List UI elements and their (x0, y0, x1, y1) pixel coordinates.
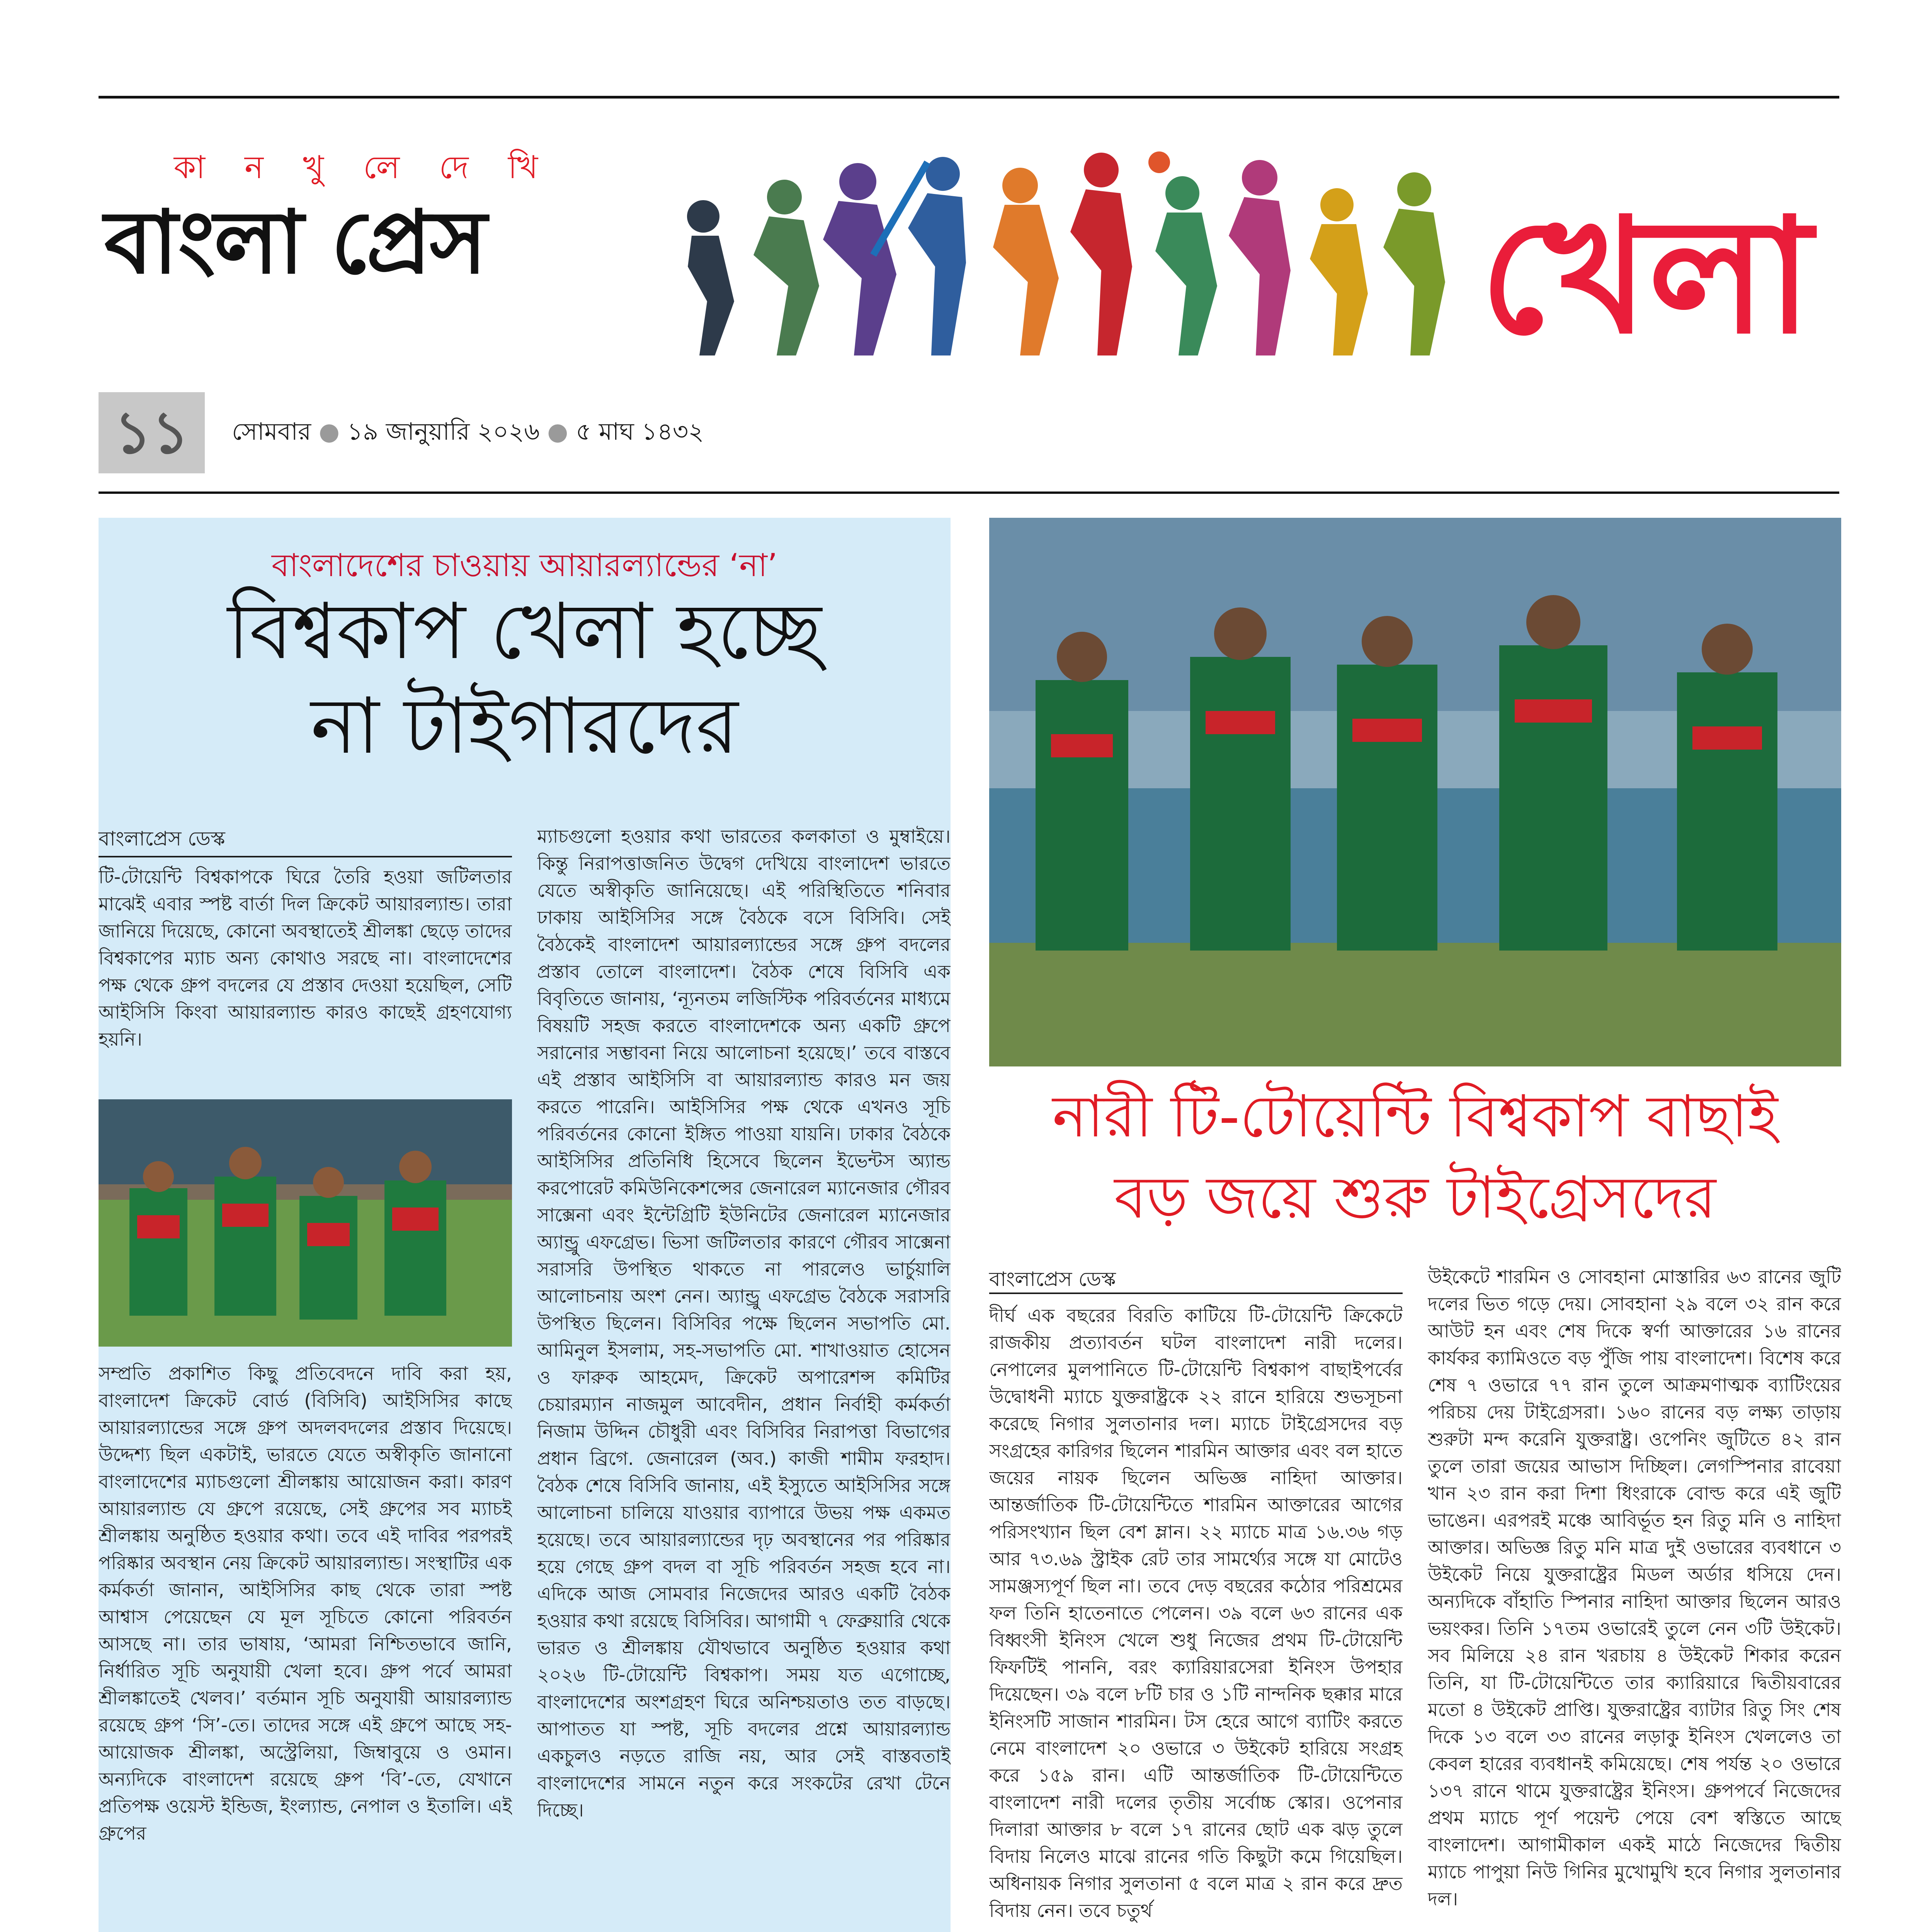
page-number: ১১ (99, 392, 205, 473)
weekday: সোমবার (232, 417, 311, 446)
separator-dot-icon: ● (318, 417, 347, 446)
story1-headline-line2: না টাইগারদের (311, 681, 738, 771)
story1-column1-top: টি-টোয়েন্টি বিশ্বকাপকে ঘিরে তৈরি হওয়া জটিলতার মাঝেই এবার স্পষ্ট বার্তা দিল ক্রিকেট আয়ারল্যান্ড। তারা জানিয়ে দিয়েছে, কোনো অবস্থাতেই শ্রীলঙ্কা ছেড়ে তাদের বিশ্বকাপের ম্যাচ অন্য কোথাও সরছে না। বাংলাদেশের পক্ষ থেকে গ্রুপ বদলের যে প্রস্তাব দেওয়া হয়েছিল, সেটি আইসিসি কিংবা আয়ারল্যান্ড কারও কাছেই গ্রহণযোগ্য হয়নি। (99, 866, 512, 1050)
dateline (232, 413, 704, 453)
sports-silhouettes-banner (657, 139, 1488, 371)
masthead-top-rule (99, 96, 1839, 99)
date-gregorian: ১৯ জানুয়ারি ২০২৬ (347, 417, 540, 446)
story1-byline: বাংলাপ্রেস ডেস্ক (99, 827, 225, 850)
story1-kicker: বাংলাদেশের চাওয়ায় আয়ারল্যান্ডের ‘না’ (271, 547, 778, 584)
story2-byline: বাংলাপ্রেস ডেস্ক (989, 1268, 1116, 1291)
story2-column2: উইকেটে শারমিন ও সোবহানা মোস্তারির ৬৩ রানের জুটি দলের ভিত গড়ে দেয়। সোবহানা ২৯ বলে ৩২ রান করে আউট হন এবং শেষ দিকে স্বর্ণা আক্তারের ১৬ রানের কার্যকর ক্যামিওতে বড় পুঁজি পায় বাংলাদেশ। বিশেষ করে শেষ ৭ ওভারে ৭৭ রান তুলে আক্রমণাত্মক ব্যাটিংয়ের পরিচয় দেয় টাইগ্রেসরা। ১৬০ রানের বড় লক্ষ্য তাড়ায় শুরুটা মন্দ করেনি যুক্তরাষ্ট্র। ওপেনিং জুটিতে ৪২ রান তুলে তারা জয়ের আভাস দিচ্ছিল। লেগস্পিনার রাবেয়া খান ২৩ রান করা দিশা ধিংরাকে বোল্ড করে এই জুটি ভাঙেন। এরপরই মঞ্চে আবির্ভূত হন রিতু মনি ও নাহিদা আক্তার। অভিজ্ঞ রিতু মনি মাত্র দুই ওভারের ব্যবধানে ৩ উইকেট নিয়ে যুক্তরাষ্ট্রের মিডল অর্ডার ধসিয়ে দেন। অন্যদিকে বাঁহাতি স্পিনার নাহিদা আক্তার ছিলেন আরও ভয়ংকর। তিনি ১৭তম ওভারেই তুলে নেন ৩টি উইকেট। সব মিলিয়ে ২৪ রান খরচায় ৪ উইকেট শিকার করেন তিনি, যা টি-টোয়েন্টিতে তার ক্যারিয়ারে দ্বিতীয়বারের মতো ৪ উইকেট প্রাপ্তি। যুক্তরাষ্ট্রের ব্যাটার রিতু সিং শেষ দিকে ১৩ বলে ৩৩ রানের লড়াকু ইনিংস খেললেও তা কেবল হারের ব্যবধানই কমিয়েছে। শেষ পর্যন্ত ২০ ওভারে ১৩৭ রানে থামে যুক্তরাষ্ট্রের ইনিংস। গ্রুপপর্বে নিজেদের প্রথম ম্যাচে পূর্ণ পয়েন্ট পেয়ে বেশ স্বস্তিতে আছে বাংলাদেশ। আগামীকাল একই মাঠে নিজেদের দ্বিতীয় ম্যাচে পাপুয়া নিউ গিনির মুখোমুখি হবে নিগার সুলতানার দল। (1428, 1266, 1841, 1910)
cricket-team-photo (99, 1099, 512, 1347)
story1-column1-bottom: সম্প্রতি প্রকাশিত কিছু প্রতিবেদনে দাবি করা হয়, বাংলাদেশ ক্রিকেট বোর্ড (বিসিবি) আইসিসির কাছে আয়ারল্যান্ডের সঙ্গে গ্রুপ অদলবদলের প্রস্তাব দিয়েছে। উদ্দেশ্য ছিল একটাই, ভারতে যেতে অস্বীকৃতি জানানো বাংলাদেশের ম্যাচগুলো শ্রীলঙ্কায় আয়োজন করা। কারণ আয়ারল্যান্ড যে গ্রুপে রয়েছে, সেই গ্রুপের সব ম্যাচই শ্রীলঙ্কায় অনুষ্ঠিত হওয়ার কথা। তবে এই দাবির পরপরই পরিষ্কার অবস্থান নেয় ক্রিকেট আয়ারল্যান্ড। সংস্থাটির এক কর্মকর্তা জানান, আইসিসির কাছ থেকে তারা স্পষ্ট আশ্বাস পেয়েছেন যে মূল সূচিতে কোনো পরিবর্তন আসছে না। তার ভাষায়, ‘আমরা নিশ্চিতভাবে জানি, নির্ধারিত সূচি অনুযায়ী খেলা হবে। গ্রুপ পর্বে আমরা শ্রীলঙ্কাতেই খেলব।’ বর্তমান সূচি অনুযায়ী আয়ারল্যান্ড রয়েছে গ্রুপ ‘সি’-তে। তাদের সঙ্গে এই গ্রুপে আছে সহ-আয়োজক শ্রীলঙ্কা, অস্ট্রেলিয়া, জিম্বাবুয়ে ও ওমান। অন্যদিকে বাংলাদেশ রয়েছে গ্রুপ ‘বি’-তে, যেখানে প্রতিপক্ষ ওয়েস্ট ইন্ডিজ, ইংল্যান্ড, নেপাল ও ইতালি। এই গ্রুপের (99, 1363, 512, 1844)
ball-silhouette (1148, 151, 1170, 173)
story2-byline-rule (989, 1293, 1403, 1294)
masthead-tagline: কা ন খু লে দে খি (173, 149, 553, 186)
athlete-figure (687, 153, 1445, 355)
masthead-bottom-rule (99, 492, 1839, 494)
story2-headline-line2: বড় জয়ে শুরু টাইগ্রেসদের (1114, 1164, 1716, 1231)
womens-team-celebration-photo (989, 518, 1841, 1066)
story1-headline-line1: বিশ্বকাপ খেলা হচ্ছে (227, 587, 822, 677)
story2-column1: দীর্ঘ এক বছরের বিরতি কাটিয়ে টি-টোয়েন্টি ক্রিকেটে রাজকীয় প্রত্যাবর্তন ঘটল বাংলাদেশ নারী দলের। নেপালের মুলপানিতে টি-টোয়েন্টি বিশ্বকাপ বাছাইপর্বের উদ্বোধনী ম্যাচে যুক্তরাষ্ট্রকে ২২ রানে হারিয়ে শুভসূচনা করেছে নিগার সুলতানার দল। ম্যাচে টাইগ্রেসদের বড় সংগ্রহের কারিগর ছিলেন শারমিন আক্তার এবং বল হাতে জয়ের নায়ক ছিলেন অভিজ্ঞ নাহিদা আক্তার। আন্তর্জাতিক টি-টোয়েন্টিতে শারমিন আক্তারের আগের পরিসংখ্যান ছিল বেশ ম্লান। ২২ ম্যাচে মাত্র ১৬.৩৬ গড় আর ৭৩.৬৯ স্ট্রাইক রেট তার সামর্থ্যের সঙ্গে যা মোটেও সামঞ্জস্যপূর্ণ ছিল না। তবে দেড় বছরের কঠোর পরিশ্রমের ফল তিনি হাতেনাতে পেলেন। ৩৯ বলে ৬৩ রানের এক বিধ্বংসী ইনিংস খেলে শুধু নিজের প্রথম টি-টোয়েন্টি ফিফটিই পাননি, বরং ক্যারিয়ারসেরা ইনিংস উপহার দিয়েছেন। ৩৯ বলে ৮টি চার ও ১টি নান্দনিক ছক্কার মারে ইনিংসটি সাজান শারমিন। টস হেরে আগে ব্যাটিং করতে নেমে বাংলাদেশ ২০ ওভারে ৩ উইকেট হারিয়ে সংগ্রহ করে ১৫৯ রান। এটি আন্তর্জাতিক টি-টোয়েন্টিতে বাংলাদেশ নারী দলের তৃতীয় সর্বোচ্চ স্কোর। ওপেনার দিলারা আক্তার ৮ বলে ১৭ রানের ছোট এক ঝড় তুলে বিদায় নিলেও মাঝে রানের গতি কিছুটা কমে গিয়েছিল। অধিনায়ক নিগার সুলতানা ৫ বলে মাত্র ২ রান করে দ্রুত বিদায় নেন। তবে চতুর্থ (989, 1305, 1403, 1922)
section-title: খেলা (1480, 182, 1812, 369)
story-bangladesh-worldcup (99, 518, 951, 1932)
story2-headline-line1: নারী টি-টোয়েন্টি বিশ্বকাপ বাছাই (1052, 1083, 1778, 1150)
story1-byline-rule (99, 856, 512, 857)
separator-dot-icon: ● (547, 417, 576, 446)
masthead-brand: বাংলা প্রেস (104, 191, 486, 293)
date-bangla: ৫ মাঘ ১৪৩২ (576, 417, 704, 446)
story1-column2: ম্যাচগুলো হওয়ার কথা ভারতের কলকাতা ও মুম্বাইয়ে। কিন্তু নিরাপত্তাজনিত উদ্বেগ দেখিয়ে বাংলাদেশ ভারতে যেতে অস্বীকৃতি জানিয়েছে। এই পরিস্থিতিতে শনিবার ঢাকায় আইসিসির সঙ্গে বৈঠকে বসে বিসিবি। সেই বৈঠকেই বাংলাদেশ আয়ারল্যান্ডের সঙ্গে গ্রুপ বদলের প্রস্তাব তোলে বাংলাদেশ। বৈঠক শেষে বিসিবি এক বিবৃতিতে জানায়, ‘ন্যূনতম লজিস্টিক পরিবর্তনের মাধ্যমে বিষয়টি সহজ করতে বাংলাদেশকে অন্য একটি গ্রুপে সরানোর সম্ভাবনা নিয়ে আলোচনা হয়েছে।’ তবে বাস্তবে এই প্রস্তাব আইসিসি বা আয়ারল্যান্ড কারও মন জয় করতে পারেনি। আইসিসির পক্ষ থেকে এখনও সূচি পরিবর্তনের কোনো ইঙ্গিত পাওয়া যায়নি। ঢাকার বৈঠকে আইসিসির প্রতিনিধি হিসেবে ছিলেন ইভেন্টস অ্যান্ড করপোরেট কমিউনিকেশন্সের জেনারেল ম্যানেজার গৌরব সাক্সেনা এবং ইন্টেগ্রিটি ইউনিটের জেনারেল ম্যানেজার অ্যান্ড্রু এফগ্রেভ। ভিসা জটিলতার কারণে গৌরব সাক্সেনা সরাসরি উপস্থিত থাকতে না পারলেও ভার্চুয়ালি আলোচনায় অংশ নেন। অ্যান্ড্রু এফগ্রেভ বৈঠকে সরাসরি উপস্থিত ছিলেন। বিসিবির পক্ষে ছিলেন সভাপতি মো. আমিনুল ইসলাম, সহ-সভাপতি মো. শাখাওয়াত হোসেন ও ফারুক আহমেদ, ক্রিকেট অপারেশন্স কমিটির চেয়ারম্যান নাজমুল আবেদীন, প্রধান নির্বাহী কর্মকর্তা নিজাম উদ্দিন চৌধুরী এবং বিসিবির নিরাপত্তা বিভাগের প্রধান ব্রিগে. জেনারেল (অব.) কাজী শামীম ফরহাদ। বৈঠক শেষে বিসিবি জানায়, এই ইস্যুতে আইসিসির সঙ্গে আলোচনা চালিয়ে যাওয়ার ব্যাপারে উভয় পক্ষ একমত হয়েছে। তবে আয়ারল্যান্ডের দৃঢ় অবস্থানের পর পরিষ্কার হয়ে গেছে গ্রুপ বদল বা সূচি পরিবর্তন সহজ হবে না। এদিকে আজ সোমবার নিজেদের আরও একটি বৈঠক হওয়ার কথা রয়েছে বিসিবির। আগামী ৭ ফেব্রুয়ারি থেকে ভারত ও শ্রীলঙ্কায় যৌথভাবে অনুষ্ঠিত হওয়ার কথা ২০২৬ টি-টোয়েন্টি বিশ্বকাপ। সময় যত এগোচ্ছে, বাংলাদেশের অংশগ্রহণ ঘিরে অনিশ্চয়তাও তত বাড়ছে। আপাতত যা স্পষ্ট, সূচি বদলের প্রশ্নে আয়ারল্যান্ড একচুলও নড়তে রাজি নয়, আর সেই বাস্তবতাই বাংলাদেশের সামনে নতুন করে সংকটের রেখা টেনে দিচ্ছে। (537, 826, 951, 1821)
